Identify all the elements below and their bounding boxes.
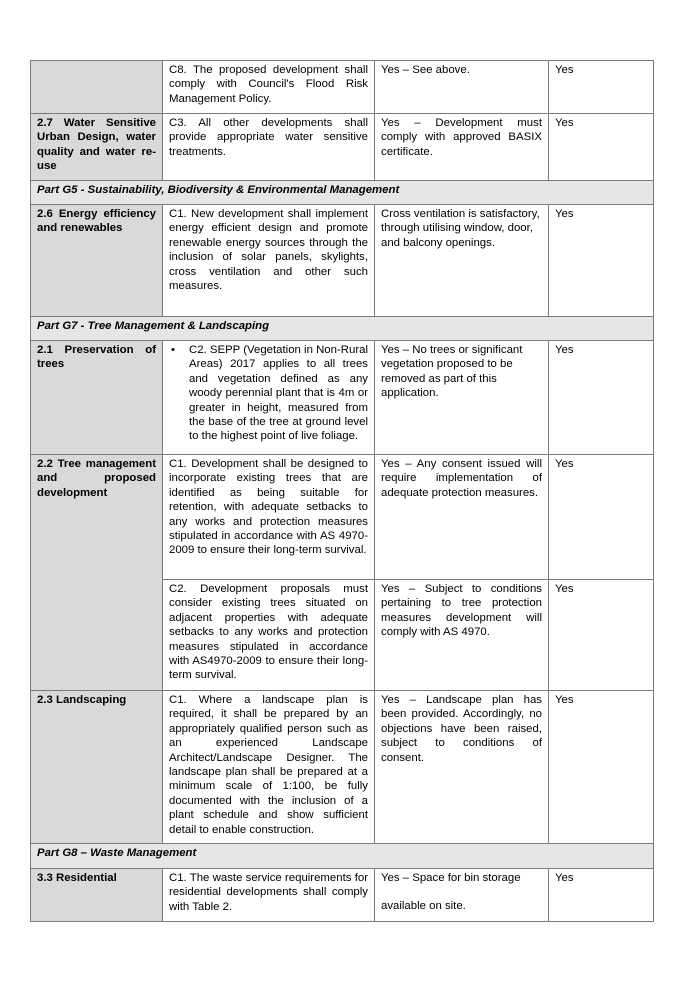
- part-header-row: [31, 317, 654, 341]
- comment-cell: Yes – No trees or significant vegetation proposed to be removed as part of this application.: [375, 341, 549, 455]
- comment-line: available on site.: [381, 900, 466, 913]
- part-header-row: [31, 181, 654, 205]
- control-cell: C3. All other developments shall provide appropriate water sensitive treatments.: [163, 114, 375, 181]
- section-cell: 2.6 Energy efficiency and renewables: [31, 205, 163, 317]
- table-row: [31, 455, 654, 580]
- table-row: [31, 61, 654, 114]
- section-cell: 2.2 Tree management and proposed development: [31, 455, 163, 691]
- section-cell-empty: [31, 61, 163, 114]
- table-row: [31, 341, 654, 455]
- control-cell: C1. New development shall implement energy efficient design and promote renewable energy sources through the inclusion of solar panels, skylights, cross ventilation and other such measures.: [163, 205, 375, 317]
- comment-cell: Cross ventilation is satisfactory, through utilising window, door, and balcony openings.: [375, 205, 549, 317]
- complies-cell: Yes: [549, 341, 654, 455]
- part-header-g5: Part G5 - Sustainability, Biodiversity & Environmental Management: [31, 181, 654, 205]
- complies-cell: Yes: [549, 691, 654, 844]
- part-header-g8: Part G8 – Waste Management: [31, 844, 654, 869]
- comment-cell: Yes – Any consent issued will require implementation of adequate protection measures.: [375, 455, 549, 580]
- complies-cell: Yes: [549, 580, 654, 691]
- comment-line: Yes – Space for bin storage: [381, 872, 521, 884]
- comment-cell: Yes – Development must comply with approved BASIX certificate.: [375, 114, 549, 181]
- complies-cell: Yes: [549, 61, 654, 114]
- table-row: [31, 114, 654, 181]
- section-cell: 2.1 Preservation of trees: [31, 341, 163, 455]
- bullet-item: [169, 343, 368, 444]
- section-cell: 2.7 Water Sensitive Urban Design, water quality and water re-use: [31, 114, 163, 181]
- control-cell: [163, 341, 375, 455]
- complies-cell: Yes: [549, 205, 654, 317]
- table-row: [31, 205, 654, 317]
- complies-cell: Yes: [549, 455, 654, 580]
- comment-cell: [375, 869, 549, 922]
- control-cell: C1. Development shall be designed to incorporate existing trees that are identified as being suitable for retention, with adequate setbacks to any works and protection measures stipulated in accordance with AS 4970-2009 to ensure their long-term survival.: [163, 455, 375, 580]
- complies-cell: Yes: [549, 114, 654, 181]
- bullet-glyph: •: [171, 344, 175, 356]
- comment-cell: Yes – Landscape plan has been provided. Accordingly, no objections have been raised, subject to conditions of consent.: [375, 691, 549, 844]
- section-cell: 3.3 Residential: [31, 869, 163, 922]
- bullet-text: C2. SEPP (Vegetation in Non-Rural Areas) 2017 applies to all trees and vegetation defined as any woody perennial plant that is 4m or greater in height, measured from the base of the tree at ground level to the highest point of live foliage.: [189, 344, 368, 443]
- part-header-row: [31, 844, 654, 869]
- compliance-table: [30, 60, 654, 922]
- control-cell: C1. Where a landscape plan is required, it shall be prepared by an appropriately qualified person such as an experienced Landscape Architect/Landscape Designer. The landscape plan shall be prepared at a minimum scale of 1:100, be fully documented with the inclusion of a plant schedule and show sufficient detail to enable construction.: [163, 691, 375, 844]
- complies-cell: Yes: [549, 869, 654, 922]
- table-row: [31, 691, 654, 844]
- comment-cell: Yes – Subject to conditions pertaining to tree protection measures development will comply with AS 4970.: [375, 580, 549, 691]
- table-row: [31, 869, 654, 922]
- control-cell: C2. Development proposals must consider existing trees situated on adjacent properties with adequate setbacks to any works and protection measures stipulated in accordance with AS4970-2009 to ensure their long-term survival.: [163, 580, 375, 691]
- part-header-g7: Part G7 - Tree Management & Landscaping: [31, 317, 654, 341]
- control-cell: C1. The waste service requirements for residential developments shall comply with Table 2.: [163, 869, 375, 922]
- section-cell: 2.3 Landscaping: [31, 691, 163, 844]
- comment-cell: Yes – See above.: [375, 61, 549, 114]
- control-cell: C8. The proposed development shall comply with Council's Flood Risk Management Policy.: [163, 61, 375, 114]
